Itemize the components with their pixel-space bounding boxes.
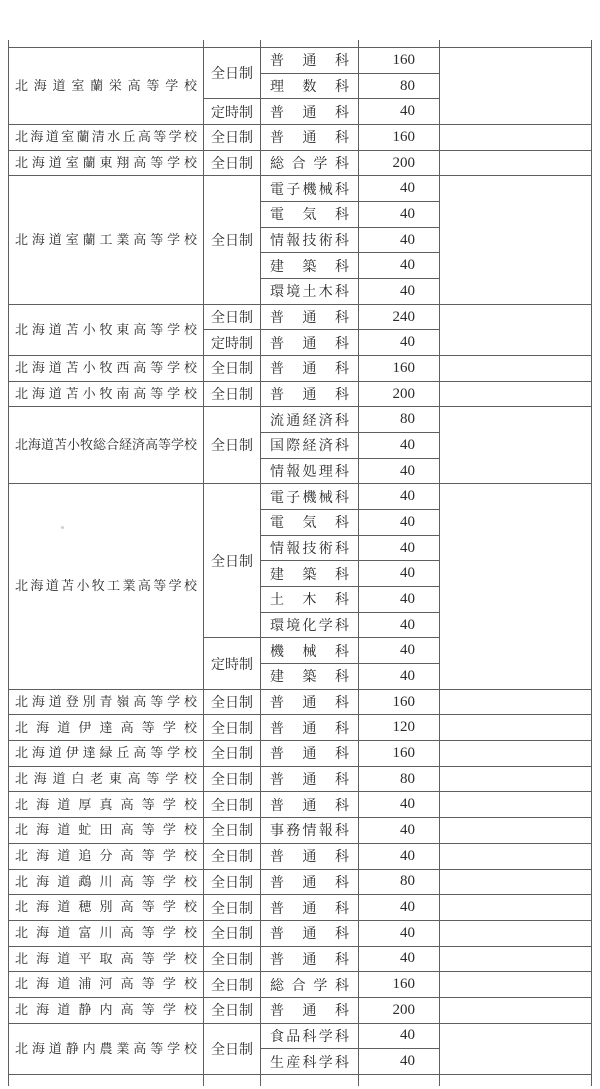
capacity-cell: 160: [359, 972, 440, 998]
remarks-cell: [440, 920, 592, 946]
department-cell: 普通科: [261, 920, 359, 946]
school-name-cell: 北海道静内高等学校: [9, 997, 204, 1023]
system-cell: 全日制: [204, 818, 261, 844]
table-gridline-stub: [203, 1075, 204, 1086]
capacity-cell: 160: [359, 125, 440, 151]
system-cell: 全日制: [204, 356, 261, 382]
capacity-cell: 80: [359, 73, 440, 99]
system-cell: 全日制: [204, 484, 261, 638]
system-cell: 全日制: [204, 792, 261, 818]
remarks-cell: [440, 843, 592, 869]
table-row: [9, 48, 592, 74]
school-name-cell: 北海道登別青嶺高等学校: [9, 689, 204, 715]
capacity-cell: 80: [359, 407, 440, 433]
department-cell: 電気科: [261, 202, 359, 228]
remarks-cell: [440, 766, 592, 792]
school-name-cell: 北海道苫小牧工業高等学校: [9, 484, 204, 689]
table-row: [9, 741, 592, 767]
capacity-cell: 40: [359, 920, 440, 946]
remarks-cell: [440, 484, 592, 689]
capacity-cell: 40: [359, 433, 440, 459]
capacity-cell: 40: [359, 510, 440, 536]
table-gridline-stub: [8, 40, 9, 47]
table-row: [9, 946, 592, 972]
school-name-cell: 北海道浦河高等学校: [9, 972, 204, 998]
school-name-cell: 北海道追分高等学校: [9, 843, 204, 869]
school-name-cell: 北海道白老東高等学校: [9, 766, 204, 792]
table-row: [9, 920, 592, 946]
department-cell: 建築科: [261, 664, 359, 690]
department-cell: 普通科: [261, 792, 359, 818]
system-cell: 全日制: [204, 869, 261, 895]
school-name-cell: 北海道室蘭栄高等学校: [9, 48, 204, 125]
department-cell: 生産科学科: [261, 1049, 359, 1075]
department-cell: 電子機械科: [261, 484, 359, 510]
system-cell: 全日制: [204, 125, 261, 151]
table-row: [9, 715, 592, 741]
remarks-cell: [440, 381, 592, 407]
capacity-cell: 40: [359, 253, 440, 279]
capacity-cell: 40: [359, 843, 440, 869]
capacity-cell: 40: [359, 946, 440, 972]
table-row: [9, 125, 592, 151]
capacity-cell: 200: [359, 997, 440, 1023]
department-cell: 建築科: [261, 253, 359, 279]
department-cell: 普通科: [261, 997, 359, 1023]
department-cell: 普通科: [261, 125, 359, 151]
table-gridline-stub: [439, 40, 440, 47]
capacity-cell: 200: [359, 150, 440, 176]
remarks-cell: [440, 741, 592, 767]
system-cell: 全日制: [204, 997, 261, 1023]
remarks-cell: [440, 1023, 592, 1074]
capacity-cell: 200: [359, 381, 440, 407]
table-row: [9, 869, 592, 895]
table-row: [9, 356, 592, 382]
system-cell: 全日制: [204, 895, 261, 921]
system-cell: 全日制: [204, 972, 261, 998]
department-cell: 総合学科: [261, 972, 359, 998]
table-row: [9, 304, 592, 330]
school-name-cell: 北海道厚真高等学校: [9, 792, 204, 818]
school-name-cell: 北海道苫小牧総合経済高等学校: [9, 407, 204, 484]
department-cell: 普通科: [261, 381, 359, 407]
system-cell: 全日制: [204, 843, 261, 869]
department-cell: 普通科: [261, 843, 359, 869]
capacity-cell: 80: [359, 766, 440, 792]
remarks-cell: [440, 792, 592, 818]
capacity-cell: 40: [359, 792, 440, 818]
capacity-cell: 160: [359, 741, 440, 767]
school-name-cell: 北海道平取高等学校: [9, 946, 204, 972]
capacity-cell: 40: [359, 561, 440, 587]
capacity-cell: 80: [359, 869, 440, 895]
capacity-cell: 40: [359, 330, 440, 356]
capacity-cell: 40: [359, 279, 440, 305]
capacity-cell: 240: [359, 304, 440, 330]
table-gridline-stub: [591, 1075, 592, 1086]
department-cell: 電気科: [261, 510, 359, 536]
system-cell: 全日制: [204, 48, 261, 99]
department-cell: 建築科: [261, 561, 359, 587]
table-row: [9, 792, 592, 818]
table-row: [9, 1023, 592, 1049]
capacity-cell: 40: [359, 818, 440, 844]
table-gridline-stub: [439, 1075, 440, 1086]
table-row: [9, 381, 592, 407]
system-cell: 全日制: [204, 689, 261, 715]
department-cell: 土木科: [261, 587, 359, 613]
system-cell: 定時制: [204, 638, 261, 689]
school-name-cell: 北海道鵡川高等学校: [9, 869, 204, 895]
remarks-cell: [440, 150, 592, 176]
table-gridline-stub: [260, 40, 261, 47]
school-name-cell: 北海道室蘭清水丘高等学校: [9, 125, 204, 151]
capacity-cell: 40: [359, 535, 440, 561]
remarks-cell: [440, 407, 592, 484]
system-cell: 全日制: [204, 946, 261, 972]
table-gridline-stub: [358, 1075, 359, 1086]
department-cell: 普通科: [261, 741, 359, 767]
remarks-cell: [440, 972, 592, 998]
school-name-cell: 北海道苫小牧西高等学校: [9, 356, 204, 382]
department-cell: 普通科: [261, 304, 359, 330]
remarks-cell: [440, 356, 592, 382]
department-cell: 環境土木科: [261, 279, 359, 305]
capacity-cell: 40: [359, 1023, 440, 1049]
remarks-cell: [440, 176, 592, 304]
department-cell: 普通科: [261, 689, 359, 715]
department-cell: 普通科: [261, 356, 359, 382]
remarks-cell: [440, 715, 592, 741]
remarks-cell: [440, 48, 592, 125]
capacity-cell: 120: [359, 715, 440, 741]
capacity-cell: 40: [359, 176, 440, 202]
table-row: [9, 895, 592, 921]
school-name-cell: 北海道伊達緑丘高等学校: [9, 741, 204, 767]
capacity-cell: 40: [359, 202, 440, 228]
department-cell: 情報処理科: [261, 458, 359, 484]
school-name-cell: 北海道苫小牧南高等学校: [9, 381, 204, 407]
department-cell: 普通科: [261, 99, 359, 125]
system-cell: 定時制: [204, 330, 261, 356]
department-cell: 事務情報科: [261, 818, 359, 844]
remarks-cell: [440, 689, 592, 715]
table-gridline-stub: [8, 1075, 9, 1086]
remarks-cell: [440, 304, 592, 355]
table-row: [9, 766, 592, 792]
department-cell: 機械科: [261, 638, 359, 664]
table-gridline-stub: [203, 40, 204, 47]
department-cell: 電子機械科: [261, 176, 359, 202]
scan-speck-artifact: [61, 526, 64, 529]
department-cell: 国際経済科: [261, 433, 359, 459]
table-row: [9, 689, 592, 715]
table-row: [9, 818, 592, 844]
capacity-cell: 160: [359, 689, 440, 715]
capacity-cell: 40: [359, 484, 440, 510]
school-enrollment-table: [8, 47, 592, 1075]
capacity-cell: 160: [359, 48, 440, 74]
remarks-cell: [440, 946, 592, 972]
department-cell: 理数科: [261, 73, 359, 99]
department-cell: 普通科: [261, 48, 359, 74]
table-row: [9, 972, 592, 998]
school-name-cell: 北海道富川高等学校: [9, 920, 204, 946]
department-cell: 普通科: [261, 869, 359, 895]
capacity-cell: 40: [359, 99, 440, 125]
system-cell: 定時制: [204, 99, 261, 125]
department-cell: 普通科: [261, 946, 359, 972]
capacity-cell: 40: [359, 458, 440, 484]
system-cell: 全日制: [204, 304, 261, 330]
system-cell: 全日制: [204, 1023, 261, 1074]
capacity-cell: 40: [359, 638, 440, 664]
table-row: [9, 997, 592, 1023]
school-name-cell: 北海道静内農業高等学校: [9, 1023, 204, 1074]
table-row: [9, 150, 592, 176]
table-gridline-stub: [591, 40, 592, 47]
table-row: [9, 176, 592, 202]
remarks-cell: [440, 997, 592, 1023]
capacity-cell: 160: [359, 356, 440, 382]
school-name-cell: 北海道伊達高等学校: [9, 715, 204, 741]
table-row: [9, 407, 592, 433]
remarks-cell: [440, 818, 592, 844]
department-cell: 情報技術科: [261, 535, 359, 561]
school-table-body: [9, 48, 592, 1075]
school-name-cell: 北海道室蘭工業高等学校: [9, 176, 204, 304]
system-cell: 全日制: [204, 150, 261, 176]
department-cell: 流通経済科: [261, 407, 359, 433]
school-name-cell: 北海道苫小牧東高等学校: [9, 304, 204, 355]
table-gridline-stub: [358, 40, 359, 47]
department-cell: 情報技術科: [261, 227, 359, 253]
table-row: [9, 484, 592, 510]
school-name-cell: 北海道虻田高等学校: [9, 818, 204, 844]
remarks-cell: [440, 869, 592, 895]
department-cell: 普通科: [261, 715, 359, 741]
system-cell: 全日制: [204, 715, 261, 741]
department-cell: 環境化学科: [261, 612, 359, 638]
system-cell: 全日制: [204, 381, 261, 407]
capacity-cell: 40: [359, 1049, 440, 1075]
department-cell: 普通科: [261, 766, 359, 792]
department-cell: 普通科: [261, 330, 359, 356]
capacity-cell: 40: [359, 612, 440, 638]
capacity-cell: 40: [359, 895, 440, 921]
system-cell: 全日制: [204, 176, 261, 304]
school-name-cell: 北海道室蘭東翔高等学校: [9, 150, 204, 176]
school-name-cell: 北海道穂別高等学校: [9, 895, 204, 921]
capacity-cell: 40: [359, 587, 440, 613]
department-cell: 総合学科: [261, 150, 359, 176]
department-cell: 普通科: [261, 895, 359, 921]
system-cell: 全日制: [204, 920, 261, 946]
capacity-cell: 40: [359, 227, 440, 253]
system-cell: 全日制: [204, 407, 261, 484]
system-cell: 全日制: [204, 741, 261, 767]
capacity-cell: 40: [359, 664, 440, 690]
remarks-cell: [440, 895, 592, 921]
department-cell: 食品科学科: [261, 1023, 359, 1049]
system-cell: 全日制: [204, 766, 261, 792]
table-gridline-stub: [260, 1075, 261, 1086]
table-row: [9, 843, 592, 869]
remarks-cell: [440, 125, 592, 151]
